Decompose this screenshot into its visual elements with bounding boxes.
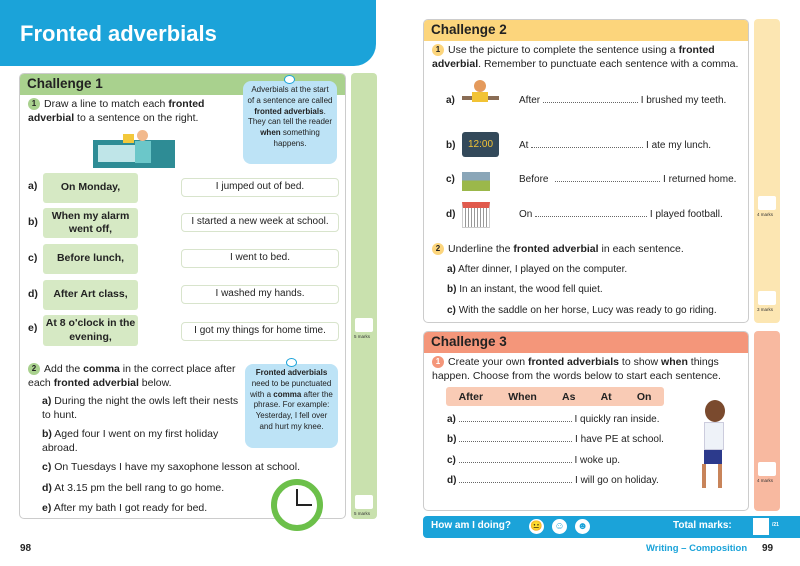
text: I returned home. [663,174,737,185]
answer-line[interactable] [459,482,572,483]
marks-box[interactable] [758,462,776,476]
marks-box[interactable] [355,318,373,332]
adverbial-box[interactable]: Before lunch, [43,244,138,274]
text: With the saddle on her horse, Lucy was ready to go riding. [458,305,717,316]
text: c) [42,461,52,473]
marks-box[interactable] [758,291,776,305]
word: When [508,390,537,403]
text: to show [619,356,662,368]
total-out-of: /21 [772,522,779,528]
text: On Tuesdays I have my saxophone lesson at school. [54,461,300,473]
text: Fronted adverbials [255,368,328,377]
list-item [42,461,300,473]
sentence-box[interactable]: I went to bed. [181,249,339,268]
marks-column-1 [351,73,377,519]
marks-column-3 [754,331,780,511]
answer-line[interactable] [555,181,660,182]
text: a) [447,264,456,275]
underline-sentence[interactable] [447,284,603,295]
list-item [42,395,240,422]
tip-bubble-adverbials [243,81,337,164]
answer-line[interactable] [531,147,643,148]
how-am-i-doing-label: How am I doing? [431,520,511,531]
text: I brushed my teeth. [640,95,727,106]
fill-sentence [447,455,620,466]
fill-sentence [447,475,659,486]
item-label: c) [28,252,38,264]
item-label: a) [446,95,455,106]
text: Draw a line to match each [44,98,169,110]
text: Use the picture to complete the sentence using a [448,44,679,56]
text: At 3.15 pm the bell rang to go home. [54,482,225,494]
text: c) [447,455,456,466]
breakfast-picture [462,80,499,108]
text: Before [519,174,549,185]
sentence-box[interactable]: I jumped out of bed. [181,178,339,197]
text: On [519,209,533,220]
question-2 [432,243,747,255]
text: fronted adverbials [254,106,324,116]
text: fronted adverbials [527,356,619,368]
list-item [42,482,224,494]
tip-bubble-commas [245,364,338,448]
list-item [42,502,207,514]
text: After my bath I got ready for bed. [53,502,208,514]
text: Create your own [448,356,528,368]
text: in the correct place after each [28,363,236,390]
text: b) [447,434,457,445]
text: I woke up. [574,455,621,466]
text: d) [42,482,52,494]
text: after the phrase. For example: Yesterday, I fell over and hurt my knee. [253,389,333,431]
fill-sentence [519,95,726,106]
fill-sentence [519,174,736,185]
question-1 [432,43,747,71]
page-title: Fronted adverbials [20,21,217,46]
marks-label: 5 marks [354,511,371,516]
bedroom-illustration [93,134,175,168]
marks-label: 4 marks [757,478,774,483]
item-label: d) [446,209,456,220]
answer-line[interactable] [459,421,572,422]
question-number: 1 [28,98,40,110]
item-label: c) [446,174,455,185]
underline-sentence[interactable] [447,305,717,316]
question-1 [28,97,233,125]
text: Aged four I went on my first holiday abroad. [42,428,219,454]
challenge-3-header: Challenge 3 [424,332,748,353]
text: In an instant, the wood fell quiet. [459,284,603,295]
fill-sentence [447,434,664,445]
text: a) [42,395,52,407]
text: e) [42,502,52,514]
adverbial-box[interactable]: When my alarm went off, [43,208,138,238]
adverbial-box[interactable]: At 8 o'clock in the evening, [43,315,138,346]
text: b) [447,284,457,295]
sentence-box[interactable]: I washed my hands. [181,285,339,304]
fill-sentence [519,209,723,220]
answer-line[interactable] [459,462,572,463]
face-unsure-icon[interactable]: 😐 [530,521,543,532]
word: As [561,390,576,403]
fill-sentence [519,140,711,151]
sentence-box[interactable]: I started a new week at school. [181,213,339,232]
item-label: e) [28,322,38,334]
sunset-picture [462,172,490,191]
text: d) [447,475,457,486]
title-banner [0,0,376,66]
marks-box[interactable] [355,495,373,509]
question-2 [28,362,243,390]
total-marks-label: Total marks: [673,520,732,531]
marks-label: 3 marks [757,307,774,312]
text: fronted adverbial [28,98,205,125]
item-label: b) [446,140,456,151]
text: c) [447,305,456,316]
marks-box[interactable] [758,196,776,210]
challenge-1-header: Challenge 1 [20,74,345,95]
text: things happen. Choose from the words below to start each sentence. [432,356,721,383]
calendar-picture [462,202,490,228]
answer-line[interactable] [535,216,647,217]
text: After [519,95,541,106]
page-number: 99 [762,543,774,554]
answer-line[interactable] [543,102,638,103]
adverbial-box[interactable]: On Monday, [43,173,138,203]
item-label: a) [28,180,38,192]
text: 1 [432,356,444,368]
text: fronted adverbial [513,243,599,255]
text: After dinner, I played on the computer. [458,264,628,275]
adverbial-box[interactable]: After Art class, [43,280,138,310]
text: b) [42,428,52,440]
text: I played football. [649,209,723,220]
text: Add the [44,363,84,375]
text: something happens. [273,128,320,148]
question-1 [432,355,747,383]
progress-bar [423,516,800,538]
text: I quickly ran inside. [574,414,660,425]
text: in each sentence. [598,243,684,255]
text: to a sentence on the right. [74,112,199,125]
text: I will go on holiday. [575,475,659,486]
text: comma [83,363,120,375]
marks-column-2 [754,19,780,323]
text: below. [138,377,172,390]
text: a) [447,414,456,425]
text: I ate my lunch. [646,140,712,151]
text: 1 [432,44,444,56]
text: At [519,140,529,151]
answer-line[interactable] [459,441,572,442]
item-label: b) [28,216,38,228]
text: 2 [432,243,444,255]
question-number: 2 [28,363,40,375]
marks-label: 4 marks [757,212,774,217]
text: when [661,356,688,368]
text: . Remember to punctuate each sentence with a comma. [478,58,739,71]
fill-sentence [447,414,660,425]
text: comma [273,389,302,399]
word: After [458,390,484,403]
text: fronted adverbial [432,44,715,71]
word: At [600,390,612,403]
digital-clock-picture: 12:00 [462,132,499,157]
marks-label: 5 marks [354,334,371,339]
underline-sentence[interactable] [447,264,627,275]
item-label: d) [28,288,38,300]
running-boy-illustration [690,400,740,495]
sentence-box[interactable]: I got my things for home time. [181,322,339,341]
list-item [42,428,240,455]
total-marks-box[interactable] [753,518,769,535]
text: when [260,128,281,138]
text: Adverbials at the start of a sentence are called [247,85,333,105]
text: . They can tell the reader [247,106,333,127]
text: I have PE at school. [575,434,664,445]
section-title: Writing – Composition [646,543,748,554]
face-happy-icon[interactable]: ☻ [575,519,590,534]
text: fronted adverbial [53,377,139,390]
page-number: 98 [20,543,32,554]
challenge-2-header: Challenge 2 [424,20,748,41]
word: On [636,390,652,403]
text: During the night the owls left their nests to hunt. [42,395,239,421]
word-bank [446,387,664,406]
text: Underline the [448,243,514,255]
face-ok-icon[interactable]: ☺ [552,519,567,534]
clock-icon [271,479,323,531]
text: need to be punctuated with a [250,378,332,399]
